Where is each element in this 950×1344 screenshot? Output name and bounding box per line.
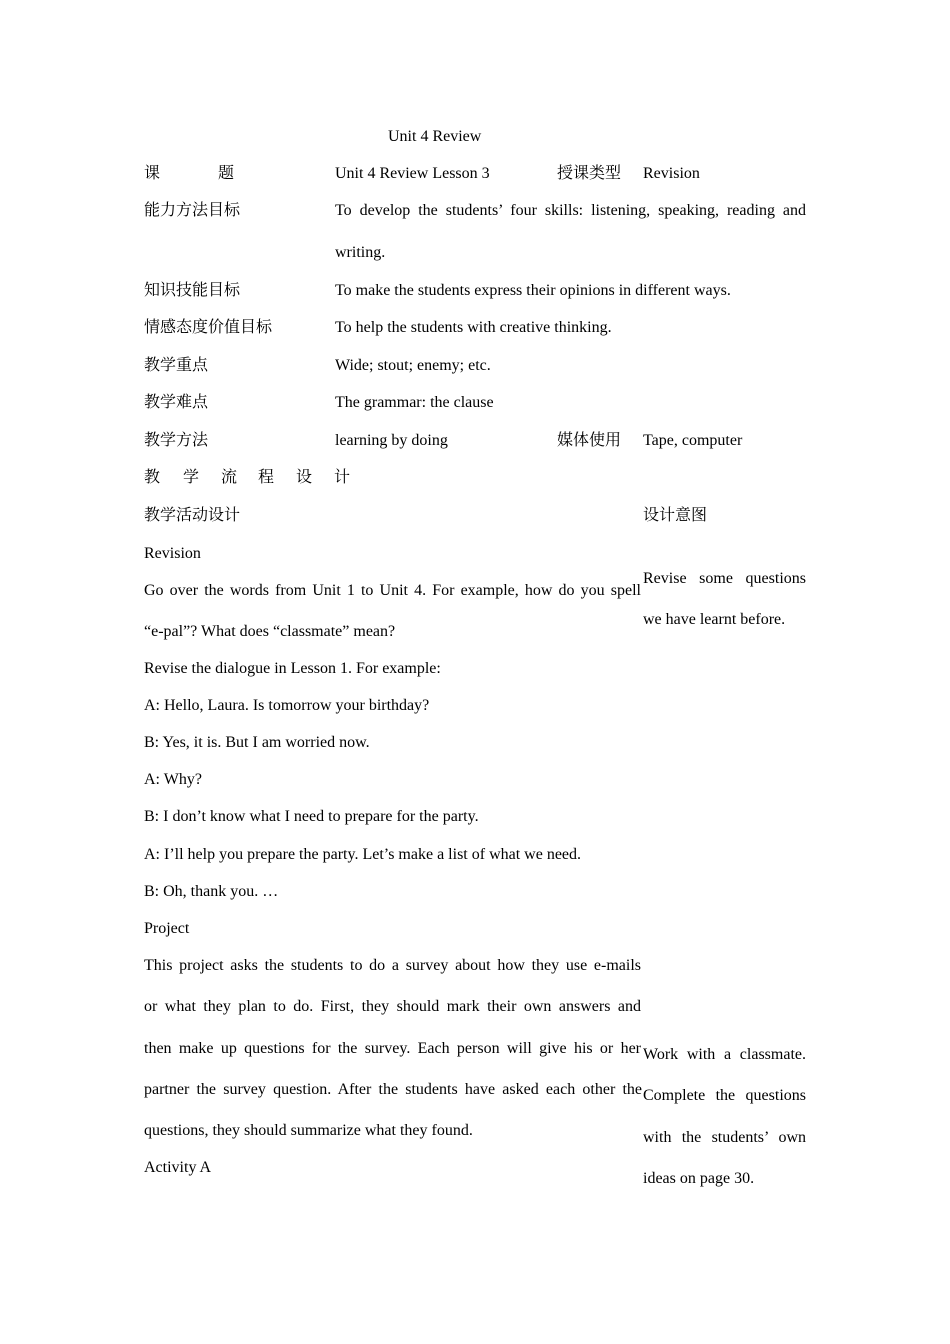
knowledge-label: 知识技能目标 — [144, 282, 241, 299]
revision-heading: Revision — [144, 545, 201, 562]
media-label: 媒体使用 — [557, 432, 622, 449]
emotion-label: 情感态度价值目标 — [144, 319, 273, 336]
dialogue-line: A: Hello, Laura. Is tomorrow your birthday? — [144, 697, 430, 714]
revision-paragraph-line1: Go over the words from Unit 1 to Unit 4. For example, how do you spell — [144, 582, 641, 599]
project-heading: Project — [144, 920, 190, 937]
intent-revision-line: we have learnt before. — [643, 611, 786, 628]
ability-value-line1: To develop the students’ four skills: listening, speaking, reading and — [335, 202, 806, 219]
intent-project-line: ideas on page 30. — [643, 1170, 755, 1187]
topic-label: 课 题 — [144, 165, 234, 182]
ability-label: 能力方法目标 — [144, 202, 241, 219]
key-points-value: Wide; stout; enemy; etc. — [335, 357, 491, 374]
key-points-label: 教学重点 — [144, 357, 209, 374]
process-char: 流 — [221, 469, 238, 486]
process-char: 程 — [258, 469, 275, 486]
dialogue-line: B: I don’t know what I need to prepare for the party. — [144, 808, 479, 825]
knowledge-value: To make the students express their opinions in different ways. — [335, 282, 731, 299]
method-value: learning by doing — [335, 432, 448, 449]
process-char: 计 — [334, 469, 351, 486]
intent-project-line: Work with a classmate. — [643, 1046, 806, 1063]
lesson-type-value: Revision — [643, 165, 700, 182]
document-title: Unit 4 Review — [388, 128, 482, 145]
dialogue-line: A: I’ll help you prepare the party. Let’s make a list of what we need. — [144, 846, 582, 863]
difficulty-value: The grammar: the clause — [335, 394, 494, 411]
emotion-value: To help the students with creative thinking. — [335, 319, 612, 336]
project-line: This project asks the students to do a survey about how they use e-mails — [144, 957, 641, 974]
project-line: then make up questions for the survey. Each person will give his or her — [144, 1040, 641, 1057]
difficulty-label: 教学难点 — [144, 394, 209, 411]
dialogue-line: A: Why? — [144, 771, 202, 788]
topic-value: Unit 4 Review Lesson 3 — [335, 165, 490, 182]
media-value: Tape, computer — [643, 432, 743, 449]
lesson-type-label: 授课类型 — [557, 165, 622, 182]
project-line: or what they plan to do. First, they should mark their own answers and — [144, 998, 641, 1015]
ability-value-line2: writing. — [335, 244, 386, 261]
dialogue-line: B: Yes, it is. But I am worried now. — [144, 734, 370, 751]
design-intent-label: 设计意图 — [643, 507, 708, 524]
intent-project-line: Complete the questions — [643, 1087, 806, 1104]
intent-project-line: with the students’ own — [643, 1129, 806, 1146]
project-line: partner the survey question. After the students have asked each other the — [144, 1081, 642, 1098]
process-char: 学 — [183, 469, 200, 486]
process-char: 设 — [296, 469, 313, 486]
revision-paragraph-line2: “e-pal”? What does “classmate” mean? — [144, 623, 396, 640]
activity-design-label: 教学活动设计 — [144, 507, 241, 524]
revision-paragraph-2: Revise the dialogue in Lesson 1. For example: — [144, 660, 441, 677]
intent-revision-line: Revise some questions — [643, 570, 806, 587]
activity-a-heading: Activity A — [144, 1159, 212, 1176]
dialogue-line: B: Oh, thank you. … — [144, 883, 279, 900]
method-label: 教学方法 — [144, 432, 209, 449]
project-line: questions, they should summarize what they found. — [144, 1122, 473, 1139]
process-char: 教 — [144, 469, 161, 486]
